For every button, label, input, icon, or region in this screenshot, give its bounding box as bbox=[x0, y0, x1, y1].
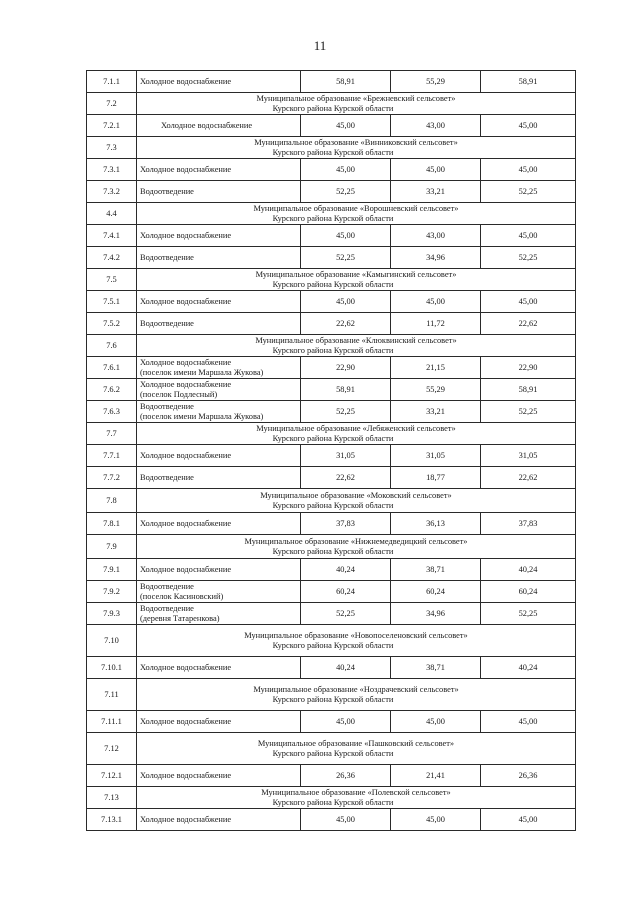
tariff-value-2: 45,00 bbox=[391, 159, 481, 181]
org-header-row bbox=[87, 93, 576, 115]
tariff-value-3: 52,25 bbox=[481, 603, 576, 625]
municipality-district: Курского района Курской области bbox=[272, 640, 394, 650]
service-name bbox=[137, 379, 301, 401]
row-number: 7.5.1 bbox=[87, 291, 137, 313]
tariff-row bbox=[87, 559, 576, 581]
org-header-row bbox=[87, 137, 576, 159]
municipality-name bbox=[137, 535, 576, 559]
tariff-value-3: 37,83 bbox=[481, 513, 576, 535]
service-location: (поселок Подлесный) bbox=[140, 389, 218, 399]
tariff-row bbox=[87, 581, 576, 603]
service-type: Холодное водоснабжение bbox=[140, 716, 232, 726]
row-number: 7.11.1 bbox=[87, 711, 137, 733]
service-type: Водоотведение bbox=[140, 252, 194, 262]
municipality-title: Муниципальное образование «Полевской сельсовет» bbox=[261, 788, 451, 797]
row-number: 7.8.1 bbox=[87, 513, 137, 535]
service-name bbox=[137, 159, 301, 181]
tariff-row bbox=[87, 401, 576, 423]
tariff-value-1: 26,36 bbox=[301, 765, 391, 787]
row-number: 7.13 bbox=[87, 787, 137, 809]
row-number: 7.4.1 bbox=[87, 225, 137, 247]
municipality-title: Муниципальное образование «Винниковский сельсовет» bbox=[254, 138, 458, 147]
tariff-value-2: 33,21 bbox=[391, 181, 481, 203]
tariff-table bbox=[86, 70, 576, 831]
org-header-row bbox=[87, 269, 576, 291]
tariff-value-1: 58,91 bbox=[301, 379, 391, 401]
service-type: Водоотведение bbox=[140, 582, 194, 591]
municipality-name bbox=[137, 625, 576, 657]
tariff-value-3: 45,00 bbox=[481, 115, 576, 137]
row-number: 7.6.1 bbox=[87, 357, 137, 379]
service-type: Холодное водоснабжение bbox=[140, 518, 232, 528]
service-type: Холодное водоснабжение bbox=[140, 230, 232, 240]
row-number: 7.13.1 bbox=[87, 809, 137, 831]
row-number: 7.7 bbox=[87, 423, 137, 445]
service-type: Холодное водоснабжение bbox=[140, 564, 232, 574]
municipality-name bbox=[137, 679, 576, 711]
tariff-value-2: 11,72 bbox=[391, 313, 481, 335]
tariff-value-2: 45,00 bbox=[391, 711, 481, 733]
tariff-value-2: 18,77 bbox=[391, 467, 481, 489]
municipality-district: Курского района Курской области bbox=[272, 748, 394, 758]
service-type: Холодное водоснабжение bbox=[140, 814, 232, 824]
row-number: 7.9.1 bbox=[87, 559, 137, 581]
service-name bbox=[137, 71, 301, 93]
tariff-value-2: 43,00 bbox=[391, 115, 481, 137]
municipality-title: Муниципальное образование «Нижнемедведицкий сельсовет» bbox=[244, 537, 468, 546]
tariff-row bbox=[87, 225, 576, 247]
tariff-value-1: 60,24 bbox=[301, 581, 391, 603]
service-location: (поселок Касиновский) bbox=[140, 591, 224, 601]
tariff-value-3: 45,00 bbox=[481, 291, 576, 313]
row-number: 7.2.1 bbox=[87, 115, 137, 137]
municipality-name bbox=[137, 137, 576, 159]
municipality-name bbox=[137, 335, 576, 357]
municipality-district: Курского района Курской области bbox=[272, 345, 394, 355]
tariff-value-3: 40,24 bbox=[481, 657, 576, 679]
tariff-value-2: 60,24 bbox=[391, 581, 481, 603]
service-type: Холодное водоснабжение bbox=[161, 120, 253, 130]
row-number: 7.4.2 bbox=[87, 247, 137, 269]
service-location: (поселок имени Маршала Жукова) bbox=[140, 367, 264, 377]
org-header-row bbox=[87, 679, 576, 711]
municipality-title: Муниципальное образование «Лебяженский сельсовет» bbox=[256, 424, 456, 433]
tariff-value-3: 45,00 bbox=[481, 809, 576, 831]
tariff-value-2: 55,29 bbox=[391, 71, 481, 93]
tariff-table-body bbox=[87, 71, 576, 831]
service-name bbox=[137, 513, 301, 535]
service-name bbox=[137, 357, 301, 379]
row-number: 7.11 bbox=[87, 679, 137, 711]
tariff-value-2: 33,21 bbox=[391, 401, 481, 423]
municipality-name bbox=[137, 489, 576, 513]
row-number: 7.3.2 bbox=[87, 181, 137, 203]
service-name bbox=[137, 603, 301, 625]
tariff-value-2: 55,29 bbox=[391, 379, 481, 401]
tariff-value-3: 45,00 bbox=[481, 711, 576, 733]
page-number: 11 bbox=[313, 38, 327, 53]
service-type: Холодное водоснабжение bbox=[140, 450, 232, 460]
tariff-value-3: 60,24 bbox=[481, 581, 576, 603]
tariff-value-1: 37,83 bbox=[301, 513, 391, 535]
tariff-value-3: 52,25 bbox=[481, 247, 576, 269]
municipality-district: Курского района Курской области bbox=[272, 279, 394, 289]
row-number: 7.3.1 bbox=[87, 159, 137, 181]
tariff-row bbox=[87, 809, 576, 831]
tariff-value-1: 58,91 bbox=[301, 71, 391, 93]
org-header-row bbox=[87, 423, 576, 445]
municipality-title: Муниципальное образование «Камыгинский сельсовет» bbox=[255, 270, 457, 279]
municipality-district: Курского района Курской области bbox=[272, 797, 394, 807]
service-type: Холодное водоснабжение bbox=[140, 662, 232, 672]
org-header-row bbox=[87, 787, 576, 809]
tariff-value-2: 45,00 bbox=[391, 291, 481, 313]
org-header-row bbox=[87, 335, 576, 357]
municipality-title: Муниципальное образование «Моковский сельсовет» bbox=[260, 491, 452, 500]
municipality-title: Муниципальное образование «Ворошневский сельсовет» bbox=[253, 204, 459, 213]
service-type: Холодное водоснабжение bbox=[140, 164, 232, 174]
tariff-value-3: 45,00 bbox=[481, 225, 576, 247]
municipality-title: Муниципальное образование «Пашковский сельсовет» bbox=[257, 739, 455, 748]
service-type: Водоотведение bbox=[140, 318, 194, 328]
tariff-value-2: 45,00 bbox=[391, 809, 481, 831]
row-number: 7.5.2 bbox=[87, 313, 137, 335]
org-header-row bbox=[87, 203, 576, 225]
org-header-row bbox=[87, 535, 576, 559]
tariff-value-3: 58,91 bbox=[481, 71, 576, 93]
tariff-value-3: 22,90 bbox=[481, 357, 576, 379]
row-number: 7.6.3 bbox=[87, 401, 137, 423]
municipality-name bbox=[137, 269, 576, 291]
tariff-value-2: 36,13 bbox=[391, 513, 481, 535]
tariff-value-1: 45,00 bbox=[301, 225, 391, 247]
row-number: 7.3 bbox=[87, 137, 137, 159]
row-number: 7.12.1 bbox=[87, 765, 137, 787]
row-number: 7.8 bbox=[87, 489, 137, 513]
tariff-row bbox=[87, 445, 576, 467]
service-name bbox=[137, 581, 301, 603]
tariff-value-3: 52,25 bbox=[481, 181, 576, 203]
service-name bbox=[137, 225, 301, 247]
row-number: 7.10.1 bbox=[87, 657, 137, 679]
service-name bbox=[137, 657, 301, 679]
service-name bbox=[137, 765, 301, 787]
service-name bbox=[137, 711, 301, 733]
service-type: Водоотведение bbox=[140, 604, 194, 613]
tariff-row bbox=[87, 357, 576, 379]
service-name bbox=[137, 559, 301, 581]
row-number: 4.4 bbox=[87, 203, 137, 225]
tariff-row bbox=[87, 291, 576, 313]
tariff-row bbox=[87, 657, 576, 679]
municipality-district: Курского района Курской области bbox=[272, 213, 394, 223]
service-location: (поселок имени Маршала Жукова) bbox=[140, 411, 264, 421]
municipality-district: Курского района Курской области bbox=[272, 694, 394, 704]
tariff-value-1: 52,25 bbox=[301, 603, 391, 625]
service-name bbox=[137, 445, 301, 467]
row-number: 7.2 bbox=[87, 93, 137, 115]
tariff-value-1: 22,90 bbox=[301, 357, 391, 379]
tariff-value-3: 40,24 bbox=[481, 559, 576, 581]
tariff-value-1: 40,24 bbox=[301, 559, 391, 581]
service-name bbox=[137, 291, 301, 313]
service-location: (деревня Татаренкова) bbox=[140, 613, 220, 623]
municipality-district: Курского района Курской области bbox=[272, 147, 394, 157]
tariff-value-3: 22,62 bbox=[481, 313, 576, 335]
tariff-value-1: 45,00 bbox=[301, 291, 391, 313]
service-type: Холодное водоснабжение bbox=[140, 770, 232, 780]
org-header-row bbox=[87, 625, 576, 657]
municipality-title: Муниципальное образование «Новопоселеновский сельсовет» bbox=[244, 631, 468, 640]
municipality-name bbox=[137, 423, 576, 445]
municipality-district: Курского района Курской области bbox=[272, 103, 394, 113]
row-number: 7.5 bbox=[87, 269, 137, 291]
tariff-value-2: 43,00 bbox=[391, 225, 481, 247]
tariff-row bbox=[87, 247, 576, 269]
service-type: Холодное водоснабжение bbox=[140, 358, 232, 367]
tariff-value-2: 21,41 bbox=[391, 765, 481, 787]
municipality-title: Муниципальное образование «Клюквинский сельсовет» bbox=[255, 336, 457, 345]
tariff-row bbox=[87, 181, 576, 203]
tariff-row bbox=[87, 467, 576, 489]
tariff-value-2: 38,71 bbox=[391, 559, 481, 581]
service-name bbox=[137, 181, 301, 203]
row-number: 7.9 bbox=[87, 535, 137, 559]
municipality-name bbox=[137, 93, 576, 115]
tariff-value-1: 31,05 bbox=[301, 445, 391, 467]
municipality-district: Курского района Курской области bbox=[272, 546, 394, 556]
service-type: Холодное водоснабжение bbox=[140, 76, 232, 86]
tariff-value-1: 52,25 bbox=[301, 401, 391, 423]
municipality-district: Курского района Курской области bbox=[272, 433, 394, 443]
service-name bbox=[137, 115, 301, 137]
service-name bbox=[137, 401, 301, 423]
tariff-value-1: 45,00 bbox=[301, 809, 391, 831]
service-name bbox=[137, 809, 301, 831]
municipality-name bbox=[137, 733, 576, 765]
tariff-value-1: 22,62 bbox=[301, 313, 391, 335]
municipality-title: Муниципальное образование «Ноздрачевский сельсовет» bbox=[253, 685, 459, 694]
tariff-value-2: 31,05 bbox=[391, 445, 481, 467]
service-type: Водоотведение bbox=[140, 186, 194, 196]
tariff-value-3: 52,25 bbox=[481, 401, 576, 423]
tariff-row bbox=[87, 765, 576, 787]
municipality-title: Муниципальное образование «Брежневский сельсовет» bbox=[256, 94, 456, 103]
tariff-row bbox=[87, 711, 576, 733]
service-name bbox=[137, 467, 301, 489]
municipality-district: Курского района Курской области bbox=[272, 500, 394, 510]
row-number: 7.9.3 bbox=[87, 603, 137, 625]
row-number: 7.6.2 bbox=[87, 379, 137, 401]
tariff-value-2: 38,71 bbox=[391, 657, 481, 679]
tariff-value-1: 45,00 bbox=[301, 115, 391, 137]
tariff-value-3: 22,62 bbox=[481, 467, 576, 489]
tariff-value-2: 21,15 bbox=[391, 357, 481, 379]
tariff-value-2: 34,96 bbox=[391, 247, 481, 269]
service-name bbox=[137, 313, 301, 335]
service-type: Холодное водоснабжение bbox=[140, 296, 232, 306]
tariff-row bbox=[87, 313, 576, 335]
tariff-value-1: 45,00 bbox=[301, 159, 391, 181]
municipality-name bbox=[137, 203, 576, 225]
tariff-row bbox=[87, 379, 576, 401]
service-type: Водоотведение bbox=[140, 472, 194, 482]
tariff-row bbox=[87, 115, 576, 137]
tariff-value-2: 34,96 bbox=[391, 603, 481, 625]
row-number: 7.10 bbox=[87, 625, 137, 657]
tariff-row bbox=[87, 603, 576, 625]
tariff-value-1: 45,00 bbox=[301, 711, 391, 733]
tariff-value-1: 52,25 bbox=[301, 247, 391, 269]
tariff-value-3: 58,91 bbox=[481, 379, 576, 401]
tariff-value-1: 40,24 bbox=[301, 657, 391, 679]
org-header-row bbox=[87, 733, 576, 765]
tariff-value-1: 52,25 bbox=[301, 181, 391, 203]
row-number: 7.7.1 bbox=[87, 445, 137, 467]
tariff-row bbox=[87, 159, 576, 181]
tariff-row bbox=[87, 71, 576, 93]
row-number: 7.12 bbox=[87, 733, 137, 765]
row-number: 7.9.2 bbox=[87, 581, 137, 603]
tariff-value-3: 31,05 bbox=[481, 445, 576, 467]
service-name bbox=[137, 247, 301, 269]
row-number: 7.6 bbox=[87, 335, 137, 357]
row-number: 7.1.1 bbox=[87, 71, 137, 93]
tariff-value-3: 45,00 bbox=[481, 159, 576, 181]
row-number: 7.7.2 bbox=[87, 467, 137, 489]
org-header-row bbox=[87, 489, 576, 513]
tariff-row bbox=[87, 513, 576, 535]
municipality-name bbox=[137, 787, 576, 809]
service-type: Водоотведение bbox=[140, 402, 194, 411]
tariff-value-1: 22,62 bbox=[301, 467, 391, 489]
tariff-value-3: 26,36 bbox=[481, 765, 576, 787]
service-type: Холодное водоснабжение bbox=[140, 380, 232, 389]
